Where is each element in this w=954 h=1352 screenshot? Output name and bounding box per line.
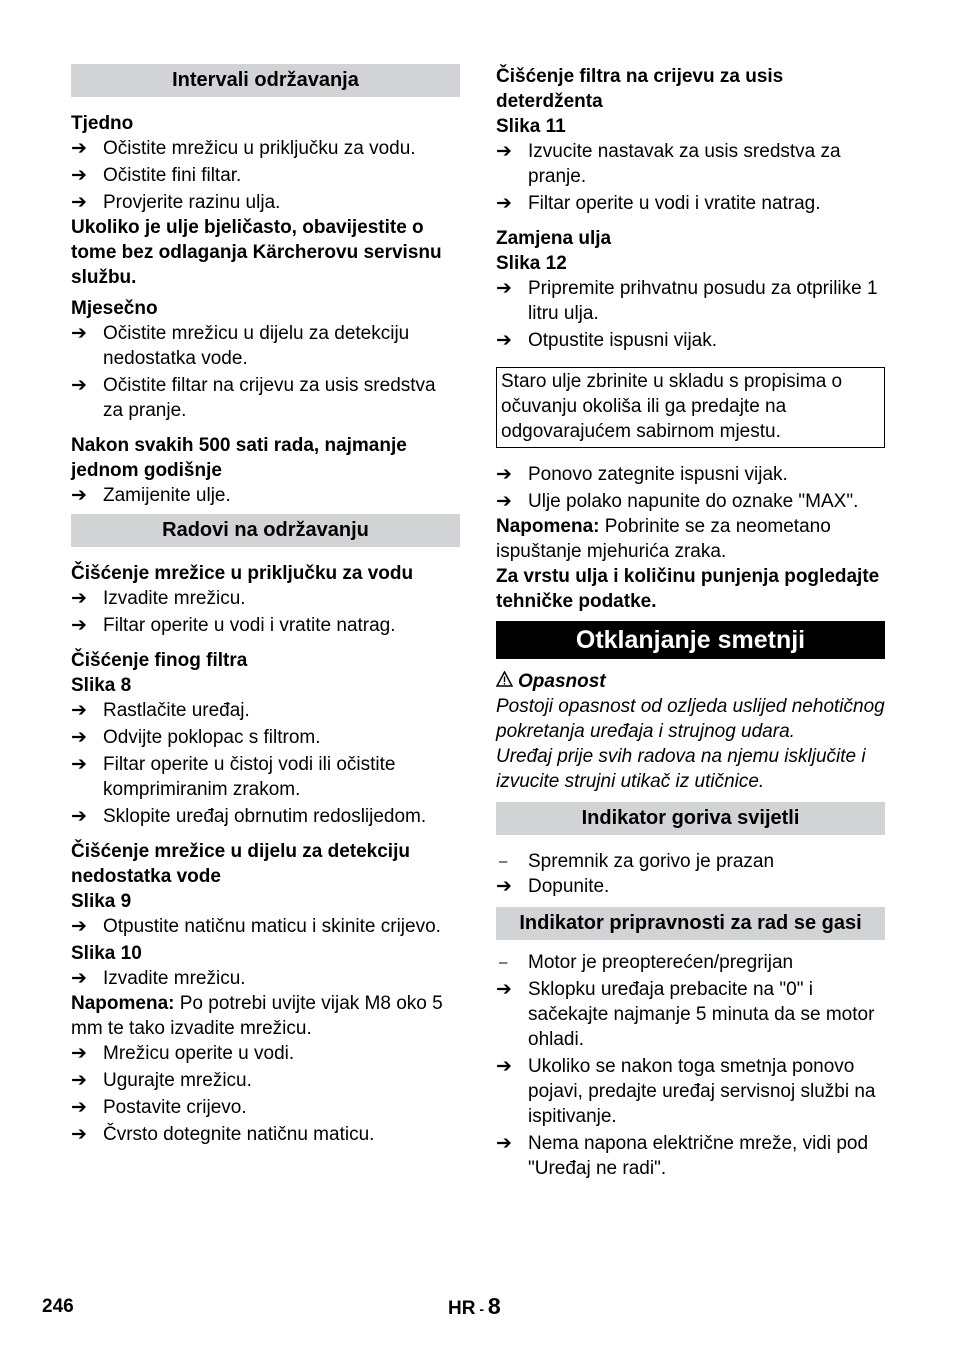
list-item: ➔ Ugurajte mrežicu.	[71, 1070, 252, 1091]
arrow-right-icon: ➔	[496, 1056, 512, 1077]
section-bar-fuel-indicator: Indikator goriva svijetli	[496, 802, 885, 835]
list-item: ➔ Izvadite mrežicu.	[71, 588, 246, 609]
dash-icon: –	[499, 853, 508, 870]
arrow-right-icon: ➔	[71, 727, 87, 748]
note-paragraph: Napomena: Pobrinite se za neometano ispuštanje mjehurića zraka.	[496, 516, 831, 562]
list-item: ➔ Otpustite natičnu maticu i skinite crijevo.	[71, 916, 441, 937]
list-item: ➔ Ulje polako napunite do oznake "MAX".	[496, 491, 859, 512]
figure-label: Slika 9	[71, 891, 132, 912]
list-item: ➔ Postavite crijevo.	[71, 1097, 247, 1118]
arrow-right-icon: ➔	[71, 916, 87, 937]
right-column	[496, 64, 885, 1181]
list-item: ➔ Pripremite prihvatnu posudu za otprilike 1 litru ulja.	[496, 278, 878, 324]
arrow-right-icon: ➔	[71, 588, 87, 609]
danger-text: Uređaj prije svih radova na njemu isključite i izvucite strujni utikač iz utičnice.	[496, 746, 866, 792]
note-paragraph: Napomena: Po potrebi uvijte vijak M8 oko 5 mm te tako izvadite mrežicu.	[71, 993, 443, 1039]
oil-spec-note: Za vrstu ulja i količinu punjenja pogledajte tehničke podatke.	[496, 566, 880, 612]
dash-icon: –	[499, 954, 508, 971]
section-bar-maintenance-works: Radovi na održavanju	[71, 514, 460, 547]
arrow-right-icon: ➔	[496, 979, 512, 1000]
arrow-right-icon: ➔	[71, 192, 87, 213]
arrow-right-icon: ➔	[71, 1124, 87, 1145]
arrow-right-icon: ➔	[71, 485, 87, 506]
list-item: ➔ Čvrsto dotegnite natičnu maticu.	[71, 1124, 375, 1145]
environment-note-box: Staro ulje zbrinite u skladu s propisima o očuvanju okoliša ili ga predajte na odgovarajućem sabirnom mjestu.	[496, 367, 885, 448]
list-item: ➔ Nema napona električne mreže, vidi pod "Uređaj ne radi".	[496, 1133, 869, 1179]
arrow-right-icon: ➔	[496, 278, 512, 299]
arrow-right-icon: ➔	[71, 615, 87, 636]
figure-label: Slika 10	[71, 943, 142, 964]
arrow-right-icon: ➔	[71, 165, 87, 186]
heading-detergent-filter: Čišćenje filtra na crijevu za usis deterdženta	[496, 66, 784, 112]
list-item: ➔ Sklopite uređaj obrnutim redoslijedom.	[71, 806, 427, 827]
list-item: ➔ Filtar operite u vodi i vratite natrag.	[496, 193, 821, 214]
warning-triangle-icon	[496, 669, 518, 694]
list-item: ➔ Očistite fini filtar.	[71, 165, 242, 186]
list-item: ➔ Izvadite mrežicu.	[71, 968, 246, 989]
list-item: ➔ Rastlačite uređaj.	[71, 700, 250, 721]
arrow-right-icon: ➔	[71, 754, 87, 775]
oil-warning-text: Ukoliko je ulje bjeličasto, obavijestite o tome bez odlaganja Kärcherovu servisnu službu.	[71, 217, 442, 288]
arrow-right-icon: ➔	[71, 806, 87, 827]
danger-text: Postoji opasnost od ozljeda uslijed nehotičnog pokretanja uređaja i strujnog udara.	[496, 696, 885, 742]
arrow-right-icon: ➔	[71, 1070, 87, 1091]
arrow-right-icon: ➔	[71, 138, 87, 159]
heading-water-detection-sieve: Čišćenje mrežice u dijelu za detekciju nedostatka vode	[71, 841, 410, 887]
list-item: ➔ Filtar operite u vodi i vratite natrag.	[71, 615, 396, 636]
list-item: ➔ Otpustite ispusni vijak.	[496, 330, 718, 351]
arrow-right-icon: ➔	[71, 1097, 87, 1118]
list-item: ➔ Očistite mrežicu u dijelu za detekciju nedostatka vode.	[71, 323, 410, 369]
heading-every-500-hours: Nakon svakih 500 sati rada, najmanje jednom godišnje	[71, 435, 407, 481]
list-item: ➔ Zamijenite ulje.	[71, 485, 231, 506]
list-item: ➔ Odvijte poklopac s filtrom.	[71, 727, 321, 748]
list-item: ➔ Dopunite.	[496, 876, 610, 897]
list-item: ➔ Filtar operite u čistoj vodi ili očistite komprimiranim zrakom.	[71, 754, 396, 800]
heading-weekly: Tjedno	[71, 113, 134, 134]
list-item: ➔ Mrežicu operite u vodi.	[71, 1043, 295, 1064]
figure-label: Slika 11	[496, 116, 566, 137]
heading-monthly: Mjesečno	[71, 298, 158, 319]
heading-fine-filter: Čišćenje finog filtra	[71, 650, 248, 671]
arrow-right-icon: ➔	[496, 193, 512, 214]
heading-oil-change: Zamjena ulja	[496, 228, 612, 249]
arrow-right-icon: ➔	[496, 141, 512, 162]
list-item: ➔ Očistite mrežicu u priključku za vodu.	[71, 138, 416, 159]
arrow-right-icon: ➔	[71, 700, 87, 721]
section-title-troubleshooting: Otklanjanje smetnji	[496, 621, 885, 659]
list-item: ➔ Očistite filtar na crijevu za usis sredstva za pranje.	[71, 375, 436, 421]
section-code: HR - 8	[448, 1293, 501, 1319]
arrow-right-icon: ➔	[71, 1043, 87, 1064]
arrow-right-icon: ➔	[71, 323, 87, 344]
arrow-right-icon: ➔	[496, 1133, 512, 1154]
section-bar-ready-indicator: Indikator pripravnosti za rad se gasi	[496, 907, 885, 940]
section-bar-intervals: Intervali održavanja	[71, 64, 460, 97]
arrow-right-icon: ➔	[71, 968, 87, 989]
list-item: – Spremnik za gorivo je prazan	[499, 851, 775, 872]
figure-label: Slika 12	[496, 253, 567, 274]
list-item: ➔ Izvucite nastavak za usis sredstva za pranje.	[496, 141, 841, 187]
figure-label: Slika 8	[71, 675, 132, 696]
heading-water-sieve: Čišćenje mrežice u priključku za vodu	[71, 563, 414, 584]
arrow-right-icon: ➔	[496, 876, 512, 897]
arrow-right-icon: ➔	[496, 491, 512, 512]
left-column	[71, 64, 460, 1147]
page-number: 246	[42, 1296, 74, 1317]
arrow-right-icon: ➔	[496, 330, 512, 351]
arrow-right-icon: ➔	[496, 464, 512, 485]
list-item: ➔ Ponovo zategnite ispusni vijak.	[496, 464, 788, 485]
arrow-right-icon: ➔	[71, 375, 87, 396]
list-item: ➔ Ukoliko se nakon toga smetnja ponovo pojavi, predajte uređaj servisnoj službi na ispitivanje.	[496, 1056, 876, 1127]
list-item: ➔ Sklopku uređaja prebacite na "0" i sačekajte najmanje 5 minuta da se motor ohladi.	[496, 979, 875, 1050]
list-item: ➔ Provjerite razinu ulja.	[71, 192, 281, 213]
danger-label-row: Opasnost	[496, 669, 885, 694]
list-item: – Motor je preopterećen/pregrijan	[499, 952, 794, 973]
